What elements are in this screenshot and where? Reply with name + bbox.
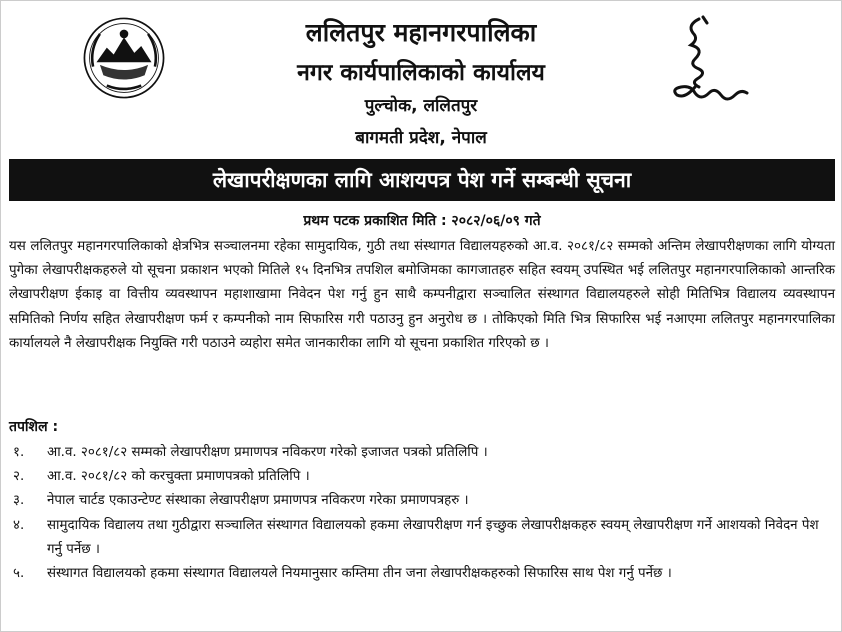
list-item-number: २.	[13, 469, 25, 485]
list-item-text: संस्थागत विद्यालयको हकमा संस्थागत विद्यालयले नियमानुसार कम्तिमा तीन जना लेखापरीक्षकहरुको सिफारिस साथ पेश गर्नु पर्नेछ ।	[47, 566, 672, 582]
list-item-number: ४.	[13, 517, 25, 533]
list-item	[9, 465, 835, 489]
tapasil-heading: तपशिल :	[9, 419, 59, 435]
tapasil-list	[9, 441, 835, 586]
list-item-text: नेपाल चार्टड एकाउन्टेण्ट संस्थाका लेखापरीक्षण प्रमाणपत्र नविकरण गरेका प्रमाणपत्रहरु ।	[47, 493, 469, 509]
notice-title: लेखापरीक्षणका लागि आशयपत्र पेश गर्ने सम्बन्धी सूचना	[212, 168, 632, 192]
org-name: ललितपुर महानगरपालिका	[305, 18, 537, 47]
office-province: बागमती प्रदेश, नेपाल	[355, 128, 487, 148]
published-date: प्रथम पटक प्रकाशित मिति : २०८२/०६/०९ गते	[303, 213, 541, 229]
office-address: पुल्चोक, ललितपुर	[364, 96, 478, 116]
list-item	[9, 489, 835, 513]
list-item	[9, 441, 835, 465]
list-item-text: आ.व. २०८१/८२ सम्मको लेखापरीक्षण प्रमाणपत्र नविकरण गरेको इजाजत पत्रको प्रतिलिपि ।	[47, 445, 488, 460]
list-item-text: सामुदायिक विद्यालय तथा गुठीद्वारा सञ्चालित संस्थागत विद्यालयको हकमा लेखापरीक्षण गर्न इच्छुक लेखापरीक्षकहरु स्वयम् लेखापरीक्षण गर्ने आशयको निवेदन पेश गर्नु पर्नेछ ।	[47, 517, 819, 557]
list-item-number: ५.	[13, 566, 25, 582]
notice-title-banner	[9, 159, 835, 201]
nepal-emblem-icon	[81, 15, 167, 101]
office-name: नगर कार्यपालिकाको कार्यालय	[297, 60, 545, 86]
notice-body: यस ललितपुर महानगरपालिकाको क्षेत्रभित्र सञ्चालनमा रहेका सामुदायिक, गुठी तथा संस्थागत विद्यालयहरुको आ.व. २०८१/८२ सम्मको अन्तिम लेखापरीक्षणका लागि योग्यता पुगेका लेखापरीक्षकहरुले यो सूचना प्रकाशन भएको मितिले १५ दिनभित्र तपशिल बमोजिमका कागजातहरु सहित स्वयम् उपस्थित भई ललितपुर महानगरपालिकाको आन्तरिक लेखापरीक्षण ईकाइ वा वित्तीय व्यवस्थापन महाशाखामा निवेदन पेश गर्नु हुन साथै कम्पनीद्वारा सञ्चालित संस्थागत विद्यालयहरुले सोही मितिभित्र विद्यालय व्यवस्थापन समितिको निर्णय सहित लेखापरीक्षण फर्म र कम्पनीको नाम सिफारिस गरी पठाउनु हुन अनुरोध छ । तोकिएको मिति भित्र सिफारिस भई नआएमा ललितपुर महानगरपालिका कार्यालयले नै लेखापरीक्षक नियुक्ति गरी पठाउने व्यहोरा समेत जानकारीका लागि यो सूचना प्रकाशित गरिएको छ ।	[9, 239, 835, 351]
list-item-number: ३.	[13, 493, 25, 509]
list-item-text: आ.व. २०८१/८२ को करचुक्ता प्रमाणपत्रको प्रतिलिपि ।	[47, 469, 310, 485]
list-item	[9, 514, 835, 562]
signature-icon	[669, 15, 751, 105]
list-item-number: १.	[13, 445, 25, 460]
list-item	[9, 562, 835, 586]
